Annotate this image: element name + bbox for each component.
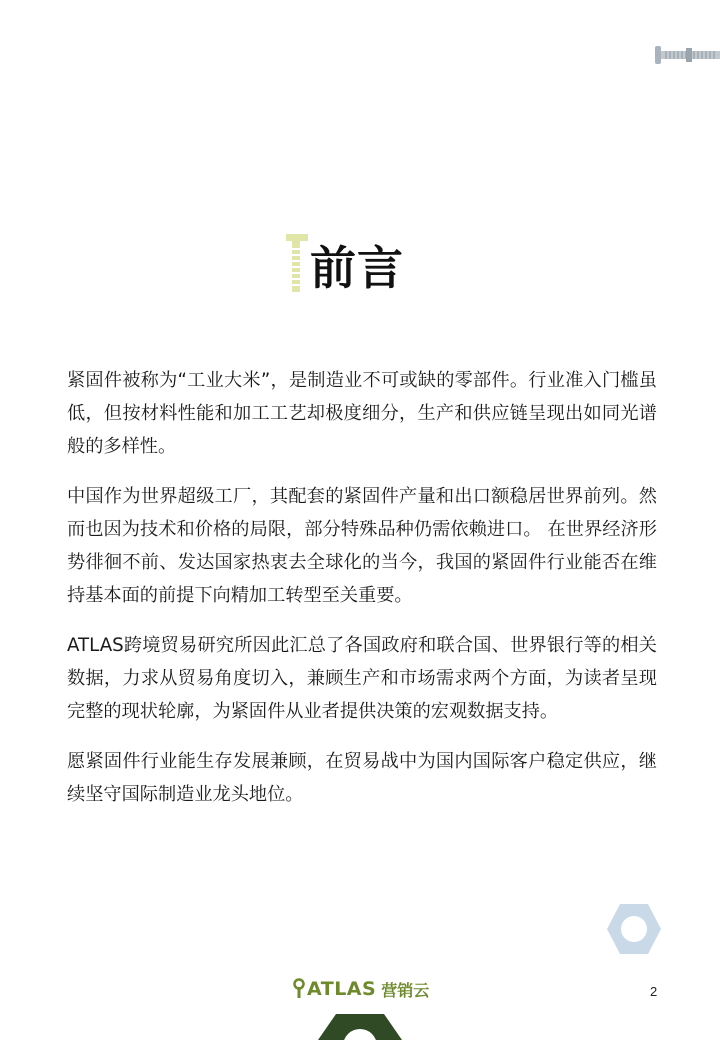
body-text [67, 364, 657, 828]
atlas-logo [292, 974, 429, 1004]
title-deco-icon [286, 234, 310, 292]
logo-text: ATLAS [307, 978, 377, 1000]
bottom-decoration [318, 1010, 402, 1040]
page-number: 2 [650, 984, 658, 999]
logo-subtext: 营销云 [381, 980, 430, 1000]
paragraph: 愿紧固件行业能生存发展兼顾，在贸易战中为国内国际客户稳定供应，继续坚守国际制造业龙头地位。 [67, 751, 657, 805]
paragraph: ATLAS跨境贸易研究所因此汇总了各国政府和联合国、世界银行等的相关数据，力求从贸易角度切入，兼顾生产和市场需求两个方面，为读者呈现完整的现状轮廓，为紧固件从业者提供决策的宏观数据支持。 [67, 635, 657, 722]
paragraph: 中国作为世界超级工厂，其配套的紧固件产量和出口额稳居世界前列。然而也因为技术和价格的局限，部分特殊品种仍需依赖进口。 在世界经济形势徘徊不前、发达国家热衷去全球化的当今，我国的紧固件行业能否在维持基本面的前提下向精加工转型至关重要。 [67, 486, 657, 606]
hex-nut-icon [606, 902, 662, 956]
page-title: 前言 [310, 241, 404, 295]
title-block [0, 228, 720, 318]
atlas-logo-icon [292, 978, 306, 1000]
screw-icon [650, 40, 720, 70]
paragraph: 紧固件被称为“工业大米”，是制造业不可或缺的零部件。行业准入门槛虽低，但按材料性能和加工工艺却极度细分，生产和供应链呈现出如同光谱般的多样性。 [67, 370, 657, 457]
